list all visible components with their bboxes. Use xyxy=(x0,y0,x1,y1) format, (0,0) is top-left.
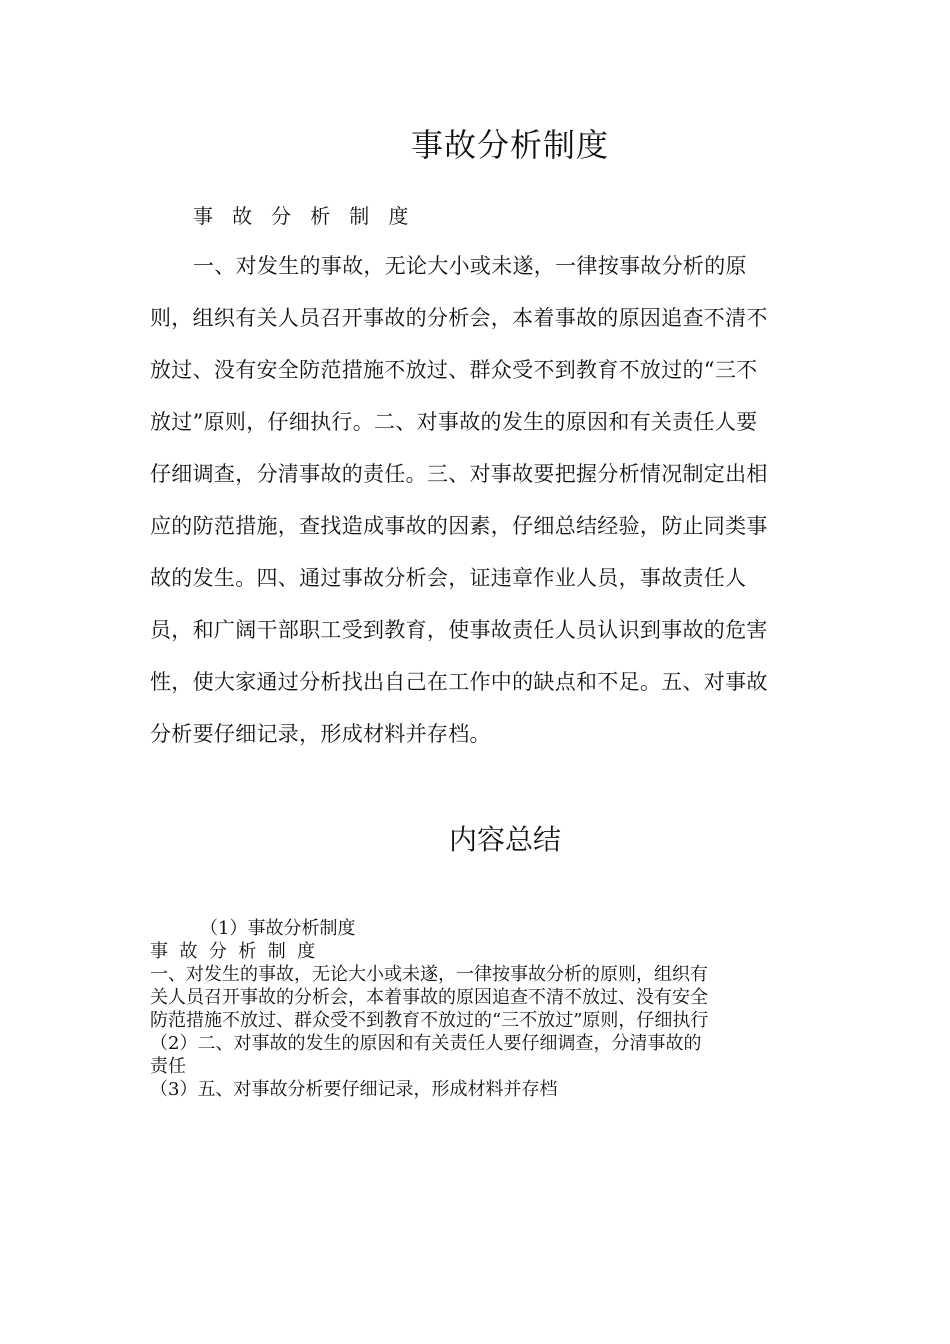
body-line: 放过”原则，仔细执行。二、对事故的发生的原因和有关责任人要 xyxy=(150,410,758,434)
body-line: 则，组织有关人员召开事故的分析会，本着事故的原因追查不清不 xyxy=(150,306,768,330)
summary-title: 内容总结 xyxy=(448,823,561,856)
body-line: 性，使大家通过分析找出自己在工作中的缺点和不足。五、对事故 xyxy=(150,670,768,694)
document-subtitle: 事 故 分 析 制 度 xyxy=(193,204,409,228)
body-line: 应的防范措施，查找造成事故的因素，仔细总结经验，防止同类事 xyxy=(150,514,768,538)
body-line: 故的发生。四、通过事故分析会，证违章作业人员，事故责任人 xyxy=(150,566,747,590)
body-line: 仔细调查，分清事故的责任。三、对事故要把握分析情况制定出相 xyxy=(150,462,768,486)
body-line: 员，和广阔干部职工受到教育，使事故责任人员认识到事故的危害 xyxy=(150,618,768,642)
summary-line: （2）二、对事故的发生的原因和有关责任人要仔细调查，分清事故的 xyxy=(150,1033,702,1054)
summary-line: （3）五、对事故分析要仔细记录，形成材料并存档 xyxy=(150,1079,558,1100)
document-title: 事故分析制度 xyxy=(410,126,609,164)
summary-line: 事 故 分 析 制 度 xyxy=(150,941,316,962)
body-line: 分析要仔细记录，形成材料并存档。 xyxy=(150,722,491,746)
document-body xyxy=(150,250,810,770)
summary-line: （1）事故分析制度 xyxy=(200,918,356,939)
body-line: 一、对发生的事故，无论大小或未遂，一律按事故分析的原 xyxy=(193,254,747,278)
summary-line: 一、对发生的事故，无论大小或未遂，一律按事故分析的原则，组织有 xyxy=(150,964,708,985)
summary-section xyxy=(150,917,810,1101)
body-line: 放过、没有安全防范措施不放过、群众受不到教育不放过的“三不 xyxy=(150,358,758,382)
summary-line: 责任 xyxy=(150,1056,186,1077)
summary-line: 防范措施不放过、群众受不到教育不放过的“三不放过”原则，仔细执行 xyxy=(150,1010,709,1031)
summary-line: 关人员召开事故的分析会，本着事故的原因追查不清不放过、没有安全 xyxy=(150,987,708,1008)
